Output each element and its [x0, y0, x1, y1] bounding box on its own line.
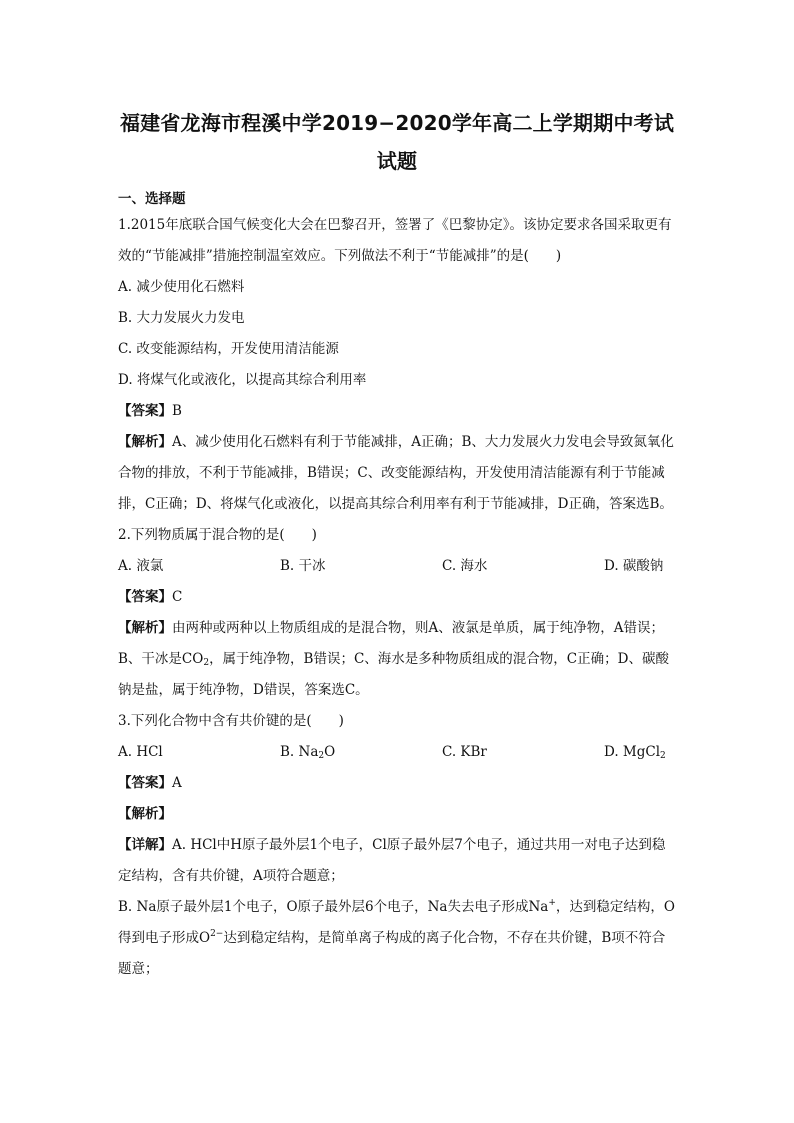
- analysis-text: A、减少使用化石燃料有利于节能减排，A正确；B、大力发展火力发电会导致氮氧化合物的排放，不利于节能减排，B错误；C、改变能源结构，开发使用清洁能源有利于节能减排，C正确；D、将煤气化或液化，以提高其综合利用率有利于节能减排，D正确，答案选B。: [118, 434, 674, 512]
- superscript: 2−: [210, 929, 224, 939]
- analysis-label: 【解析】: [118, 806, 172, 822]
- question-2-option-b: B. 干冰: [280, 558, 326, 574]
- option-b-text: B. Na: [280, 744, 319, 760]
- section-heading: 一、选择题: [118, 191, 186, 207]
- option-d-text: D. MgCl: [604, 744, 661, 760]
- answer-label: 【答案】: [118, 589, 172, 605]
- analysis-text-part-2: ，属于纯净物，B错误；C、海水是多种物质组成的混合物，C正确；D、碳酸钠是盐，属于纯净物，D错误，答案选C。: [118, 651, 669, 698]
- option-b-text-end: O: [324, 744, 336, 760]
- question-2-analysis: [118, 613, 676, 706]
- question-1-answer: [118, 396, 676, 427]
- question-1-option-c: C. 改变能源结构，开发使用清洁能源: [118, 341, 339, 357]
- detail-label: 【详解】: [118, 837, 172, 853]
- superscript: +: [548, 898, 556, 908]
- question-1-option-b: B. 大力发展火力发电: [118, 310, 245, 326]
- detail-a-text: A. HCl中H原子最外层1个电子，Cl原子最外层7个电子，通过共用一对电子达到稳定结构，含有共价键，A项符合题意；: [118, 837, 666, 884]
- question-2-stem: 2.下列物质属于混合物的是( ): [118, 527, 317, 543]
- question-3-detail-b: [118, 892, 676, 985]
- analysis-label: 【解析】: [118, 434, 172, 450]
- answer-value: A: [172, 775, 182, 791]
- question-1: [118, 210, 676, 520]
- question-3-analysis: [118, 799, 676, 830]
- subscript: 2: [318, 751, 325, 761]
- question-1-analysis: [118, 427, 676, 520]
- answer-value: B: [172, 403, 182, 419]
- answer-label: 【答案】: [118, 775, 172, 791]
- question-3-stem: 3.下列化合物中含有共价键的是( ): [118, 713, 344, 729]
- subscript: 2: [660, 751, 666, 761]
- question-3-detail-a: [118, 830, 676, 892]
- question-1-option-d: D. 将煤气化或液化，以提高其综合利用率: [118, 372, 367, 388]
- question-2-option-a: A. 液氯: [118, 558, 164, 574]
- subscript: 2: [203, 658, 210, 668]
- question-3-option-b: [280, 737, 442, 768]
- question-1-stem: 1.2015年底联合国气候变化大会在巴黎召开，签署了《巴黎协定》。该协定要求各国采取更有效的“节能减排”措施控制温室效应。下列做法不利于“节能减排”的是( ): [118, 217, 672, 264]
- question-3: [118, 706, 676, 985]
- title-line-2: 试题: [376, 149, 418, 173]
- answer-value: C: [172, 589, 183, 605]
- document-title: [118, 104, 676, 180]
- detail-b-text-2: ，达到稳定结构，O得到电子形成O: [118, 899, 675, 946]
- answer-label: 【答案】: [118, 403, 172, 419]
- analysis-label: 【解析】: [118, 620, 172, 636]
- analysis-text-part-1: 由两种或两种以上物质组成的是混合物，则A、液氯是单质，属于纯净物，A错误；B、干冰是CO: [118, 620, 664, 667]
- detail-b-text-3: 达到稳定结构，是简单离子构成的离子化合物，不存在共价键，B项不符合题意；: [118, 930, 666, 977]
- detail-b-text-1: B. Na原子最外层1个电子，O原子最外层6个电子，Na失去电子形成Na: [118, 899, 549, 915]
- question-3-option-d: [604, 737, 674, 768]
- question-2-option-d: D. 碳酸钠: [604, 558, 664, 574]
- question-1-option-a: A. 减少使用化石燃料: [118, 279, 245, 295]
- question-2: [118, 520, 676, 706]
- title-line-1: 福建省龙海市程溪中学2019−2020学年高二上学期期中考试: [119, 111, 675, 135]
- question-2-answer: [118, 582, 676, 613]
- question-3-option-c: C. KBr: [442, 744, 487, 760]
- question-2-options: [118, 551, 676, 582]
- question-3-answer: [118, 768, 676, 799]
- question-2-option-c: C. 海水: [442, 558, 488, 574]
- question-3-option-a: A. HCl: [118, 744, 163, 760]
- question-3-options: [118, 737, 676, 768]
